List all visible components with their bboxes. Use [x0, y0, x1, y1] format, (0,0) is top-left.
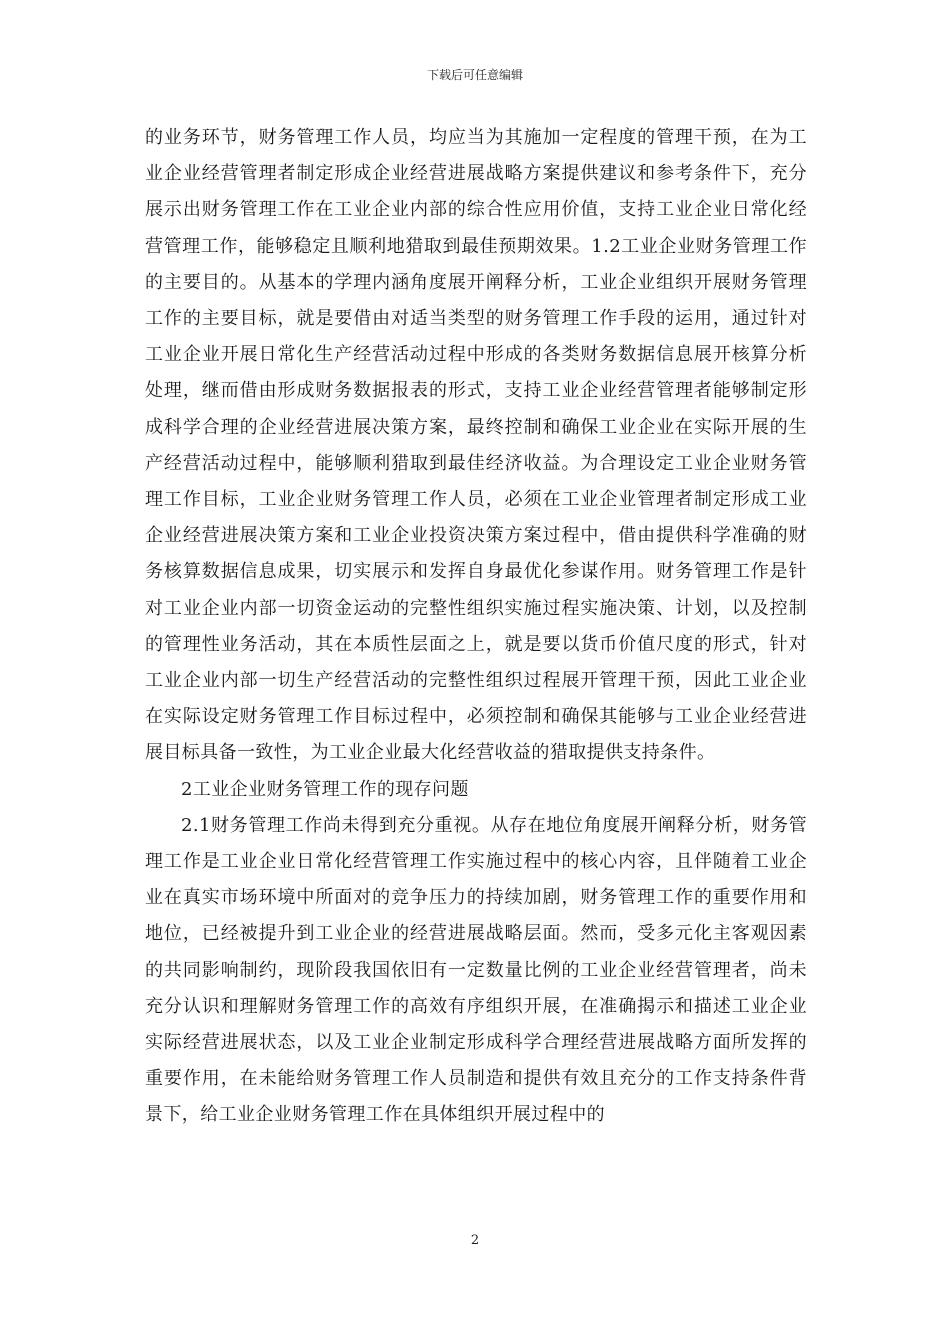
- page-header: 下载后可任意编辑: [426, 68, 523, 82]
- page-number: 2: [470, 1233, 480, 1248]
- section-heading-2: 2工业企业财务管理工作的现存问题: [181, 778, 469, 800]
- body-paragraph-1: 的业务环节，财务管理工作人员，均应当为其施加一定程度的管理干预，在为工业企业经营管理者制定形成企业经营进展战略方案提供建议和参考条件下，充分展示出财务管理工作在工业企业内部的综合性应用价值，支持工业企业日常化经营管理工作，能够稳定且顺利地猎取到最佳预期效果。1.2工业企业财务管理工作的主要目的。从基本的学理内涵角度展开阐释分析，工业企业组织开展财务管理工作的主要目标，就是要借由对适当类型的财务管理工作手段的运用，通过针对工业企业开展日常化生产经营活动过程中形成的各类财务数据信息展开核算分析处理，继而借由形成财务数据报表的形式，支持工业企业经营管理者能够制定形成科学合理的企业经营进展决策方案，最终控制和确保工业企业在实际开展的生产经营活动过程中，能够顺利猎取到最佳经济收益。为合理设定工业企业财务管理工作目标，工业企业财务管理工作人员，必须在工业企业管理者制定形成工业企业经营进展决策方案和工业企业投资决策方案过程中，借由提供科学准确的财务核算数据信息成果，切实展示和发挥自身最优化参谋作用。财务管理工作是针对工业企业内部一切资金运动的完整性组织实施过程实施决策、计划，以及控制的管理性业务活动，其在本质性层面之上，就是要以货币价值尺度的形式，针对工业企业内部一切生产经营活动的完整性组织过程展开管理干预，因此工业企业在实际设定财务管理工作目标过程中，必须控制和确保其能够与工业企业经营进展目标具备一致性，为工业企业最大化经营收益的猎取提供支持条件。: [145, 127, 807, 764]
- page-body: [145, 120, 807, 1134]
- body-paragraph-2: 2.1财务管理工作尚未得到充分重视。从存在地位角度展开阐释分析，财务管理工作是工业企业日常化经营管理工作实施过程中的核心内容，且伴随着工业企业在真实市场环境中所面对的竞争压力的持续加剧，财务管理工作的重要作用和地位，已经被提升到工业企业的经营进展战略层面。然而，受多元化主客观因素的共同影响制约，现阶段我国依旧有一定数量比例的工业企业经营管理者，尚未充分认识和理解财务管理工作的高效有序组织开展，在准确揭示和描述工业企业实际经营进展状态，以及工业企业制定形成科学合理经营进展战略方面所发挥的重要作用，在未能给财务管理工作人员制造和提供有效且充分的工作支持条件背景下，给工业企业财务管理工作在具体组织开展过程中的: [145, 814, 807, 1126]
